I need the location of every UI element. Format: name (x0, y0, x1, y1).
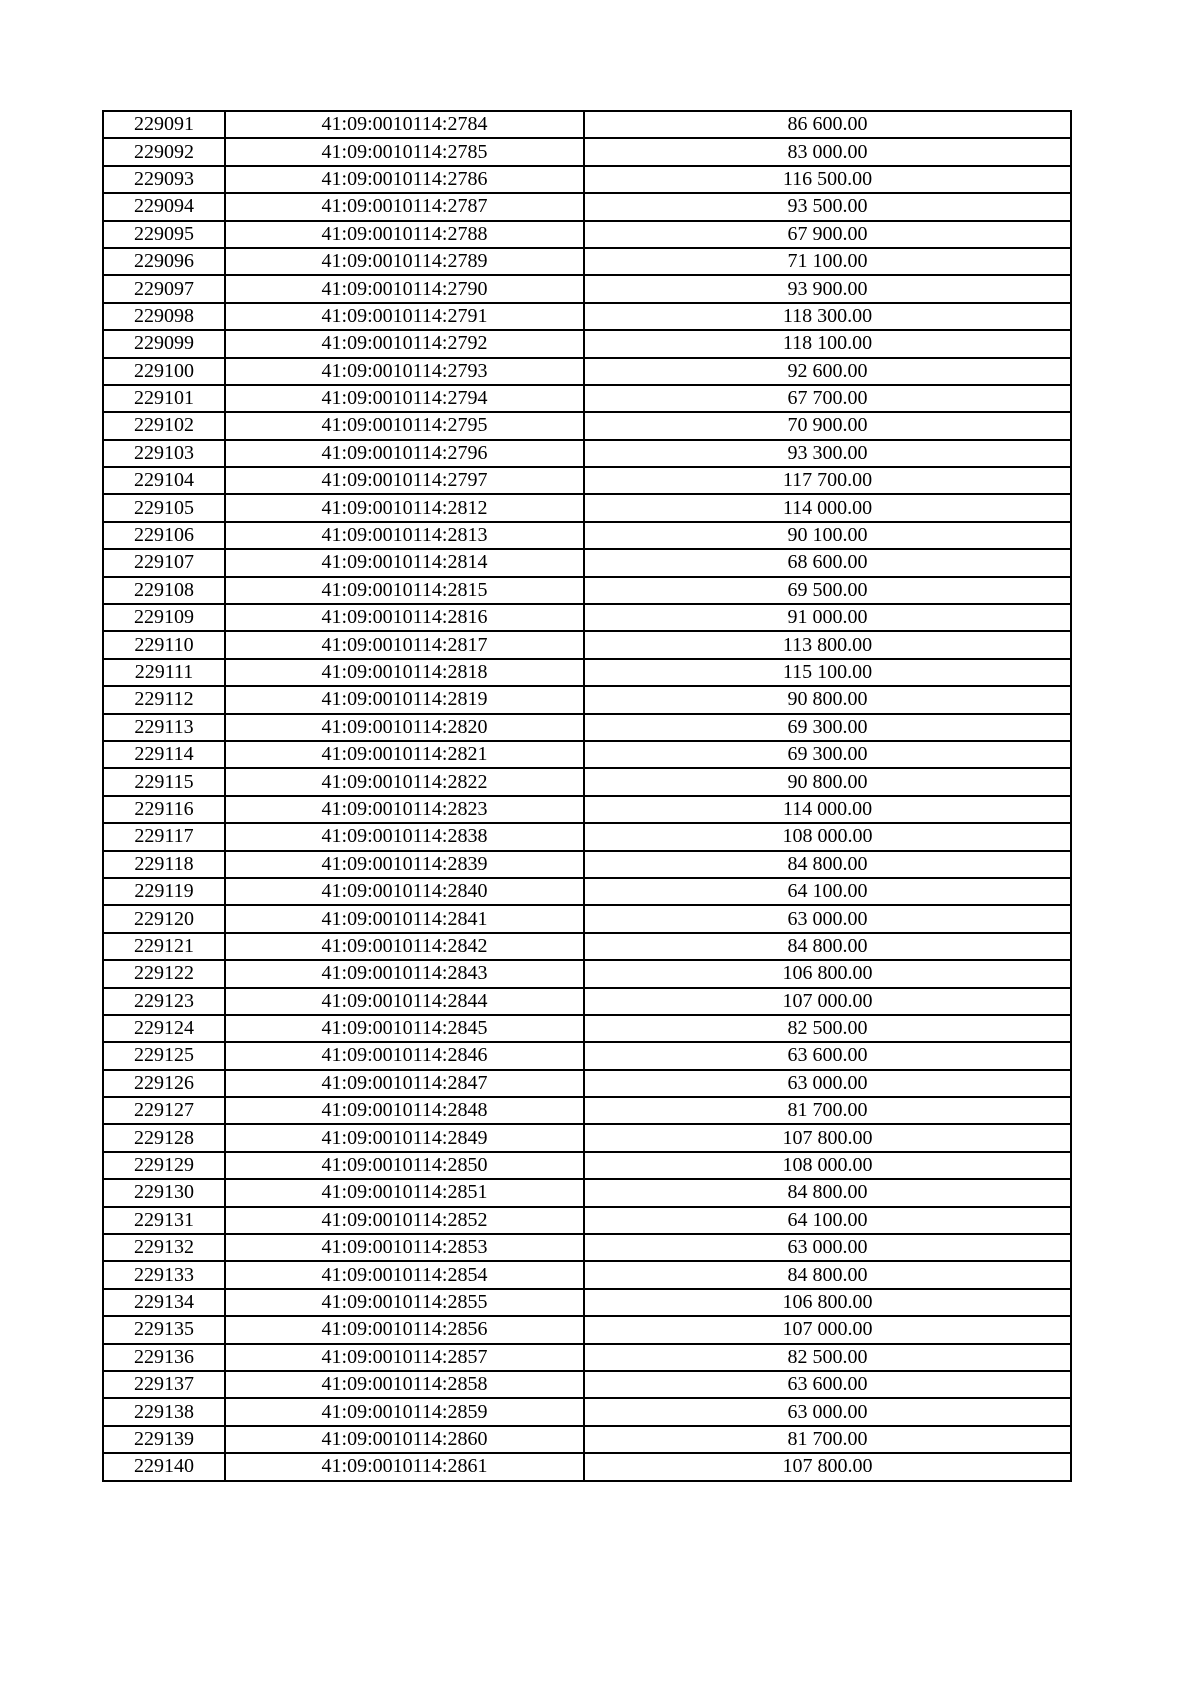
row-number-cell: 229117 (103, 823, 225, 850)
cadastral-number-cell: 41:09:0010114:2823 (225, 796, 584, 823)
cadastral-number-cell: 41:09:0010114:2790 (225, 275, 584, 302)
value-cell: 63 000.00 (584, 1398, 1071, 1425)
cadastral-number-cell: 41:09:0010114:2812 (225, 494, 584, 521)
table-row (103, 193, 1071, 220)
table-row (103, 358, 1071, 385)
row-number-cell: 229100 (103, 358, 225, 385)
table-row (103, 659, 1071, 686)
value-cell: 113 800.00 (584, 631, 1071, 658)
value-cell: 91 000.00 (584, 604, 1071, 631)
value-cell: 92 600.00 (584, 358, 1071, 385)
cadastral-number-cell: 41:09:0010114:2852 (225, 1207, 584, 1234)
row-number-cell: 229114 (103, 741, 225, 768)
cadastral-number-cell: 41:09:0010114:2817 (225, 631, 584, 658)
cadastral-number-cell: 41:09:0010114:2846 (225, 1042, 584, 1069)
table-row (103, 385, 1071, 412)
row-number-cell: 229133 (103, 1261, 225, 1288)
row-number-cell: 229118 (103, 851, 225, 878)
table-row (103, 248, 1071, 275)
row-number-cell: 229106 (103, 522, 225, 549)
table-row (103, 1042, 1071, 1069)
table-row (103, 1426, 1071, 1453)
value-cell: 93 300.00 (584, 440, 1071, 467)
table-row (103, 1289, 1071, 1316)
cadastral-number-cell: 41:09:0010114:2815 (225, 577, 584, 604)
cadastral-number-cell: 41:09:0010114:2843 (225, 960, 584, 987)
row-number-cell: 229107 (103, 549, 225, 576)
table-row (103, 440, 1071, 467)
cadastral-number-cell: 41:09:0010114:2789 (225, 248, 584, 275)
row-number-cell: 229095 (103, 221, 225, 248)
cadastral-number-cell: 41:09:0010114:2784 (225, 111, 584, 138)
cadastral-number-cell: 41:09:0010114:2850 (225, 1152, 584, 1179)
cadastral-number-cell: 41:09:0010114:2794 (225, 385, 584, 412)
row-number-cell: 229104 (103, 467, 225, 494)
value-cell: 84 800.00 (584, 1261, 1071, 1288)
cadastral-number-cell: 41:09:0010114:2854 (225, 1261, 584, 1288)
cadastral-number-cell: 41:09:0010114:2840 (225, 878, 584, 905)
row-number-cell: 229102 (103, 412, 225, 439)
value-cell: 108 000.00 (584, 823, 1071, 850)
row-number-cell: 229110 (103, 631, 225, 658)
value-cell: 69 300.00 (584, 714, 1071, 741)
table-row (103, 138, 1071, 165)
row-number-cell: 229099 (103, 330, 225, 357)
value-cell: 71 100.00 (584, 248, 1071, 275)
table-row (103, 741, 1071, 768)
value-cell: 84 800.00 (584, 1179, 1071, 1206)
cadastral-number-cell: 41:09:0010114:2785 (225, 138, 584, 165)
value-cell: 106 800.00 (584, 960, 1071, 987)
row-number-cell: 229136 (103, 1344, 225, 1371)
row-number-cell: 229113 (103, 714, 225, 741)
cadastral-number-cell: 41:09:0010114:2847 (225, 1070, 584, 1097)
row-number-cell: 229098 (103, 303, 225, 330)
value-cell: 118 100.00 (584, 330, 1071, 357)
table-row (103, 303, 1071, 330)
row-number-cell: 229135 (103, 1316, 225, 1343)
table-row (103, 522, 1071, 549)
table-row (103, 1234, 1071, 1261)
cadastral-number-cell: 41:09:0010114:2816 (225, 604, 584, 631)
value-cell: 84 800.00 (584, 851, 1071, 878)
table-row (103, 905, 1071, 932)
row-number-cell: 229122 (103, 960, 225, 987)
row-number-cell: 229128 (103, 1124, 225, 1151)
table-row (103, 1097, 1071, 1124)
cadastral-number-cell: 41:09:0010114:2839 (225, 851, 584, 878)
cadastral-number-cell: 41:09:0010114:2820 (225, 714, 584, 741)
row-number-cell: 229105 (103, 494, 225, 521)
table-row (103, 1179, 1071, 1206)
row-number-cell: 229121 (103, 933, 225, 960)
row-number-cell: 229127 (103, 1097, 225, 1124)
table-row (103, 166, 1071, 193)
row-number-cell: 229108 (103, 577, 225, 604)
value-cell: 83 000.00 (584, 138, 1071, 165)
value-cell: 108 000.00 (584, 1152, 1071, 1179)
table-row (103, 933, 1071, 960)
row-number-cell: 229115 (103, 768, 225, 795)
row-number-cell: 229092 (103, 138, 225, 165)
value-cell: 117 700.00 (584, 467, 1071, 494)
cadastral-number-cell: 41:09:0010114:2796 (225, 440, 584, 467)
row-number-cell: 229138 (103, 1398, 225, 1425)
cadastral-number-cell: 41:09:0010114:2856 (225, 1316, 584, 1343)
cadastral-number-cell: 41:09:0010114:2786 (225, 166, 584, 193)
value-cell: 90 100.00 (584, 522, 1071, 549)
value-cell: 67 900.00 (584, 221, 1071, 248)
row-number-cell: 229134 (103, 1289, 225, 1316)
table-row (103, 1316, 1071, 1343)
value-cell: 63 000.00 (584, 905, 1071, 932)
cadastral-number-cell: 41:09:0010114:2859 (225, 1398, 584, 1425)
row-number-cell: 229126 (103, 1070, 225, 1097)
cadastral-number-cell: 41:09:0010114:2844 (225, 988, 584, 1015)
value-cell: 69 500.00 (584, 577, 1071, 604)
table-row (103, 221, 1071, 248)
row-number-cell: 229119 (103, 878, 225, 905)
table-row (103, 768, 1071, 795)
table-row (103, 494, 1071, 521)
value-cell: 81 700.00 (584, 1097, 1071, 1124)
row-number-cell: 229101 (103, 385, 225, 412)
cadastral-number-cell: 41:09:0010114:2861 (225, 1453, 584, 1480)
cadastral-number-cell: 41:09:0010114:2791 (225, 303, 584, 330)
cadastral-number-cell: 41:09:0010114:2818 (225, 659, 584, 686)
table-row (103, 549, 1071, 576)
value-cell: 81 700.00 (584, 1426, 1071, 1453)
row-number-cell: 229096 (103, 248, 225, 275)
value-cell: 90 800.00 (584, 768, 1071, 795)
table-row (103, 1070, 1071, 1097)
table-body (103, 111, 1071, 1481)
table-row (103, 275, 1071, 302)
cadastral-number-cell: 41:09:0010114:2821 (225, 741, 584, 768)
value-cell: 64 100.00 (584, 878, 1071, 905)
row-number-cell: 229097 (103, 275, 225, 302)
cadastral-number-cell: 41:09:0010114:2838 (225, 823, 584, 850)
value-cell: 107 000.00 (584, 988, 1071, 1015)
value-cell: 118 300.00 (584, 303, 1071, 330)
row-number-cell: 229112 (103, 686, 225, 713)
value-cell: 68 600.00 (584, 549, 1071, 576)
cadastral-number-cell: 41:09:0010114:2848 (225, 1097, 584, 1124)
table-row (103, 1344, 1071, 1371)
table-row (103, 823, 1071, 850)
row-number-cell: 229125 (103, 1042, 225, 1069)
row-number-cell: 229130 (103, 1179, 225, 1206)
row-number-cell: 229111 (103, 659, 225, 686)
value-cell: 86 600.00 (584, 111, 1071, 138)
value-cell: 107 000.00 (584, 1316, 1071, 1343)
cadastral-number-cell: 41:09:0010114:2788 (225, 221, 584, 248)
table-row (103, 1124, 1071, 1151)
cadastral-number-cell: 41:09:0010114:2787 (225, 193, 584, 220)
table-row (103, 1453, 1071, 1480)
row-number-cell: 229103 (103, 440, 225, 467)
value-cell: 63 000.00 (584, 1234, 1071, 1261)
value-cell: 84 800.00 (584, 933, 1071, 960)
table-row (103, 111, 1071, 138)
row-number-cell: 229109 (103, 604, 225, 631)
cadastral-number-cell: 41:09:0010114:2851 (225, 1179, 584, 1206)
row-number-cell: 229131 (103, 1207, 225, 1234)
row-number-cell: 229139 (103, 1426, 225, 1453)
value-cell: 107 800.00 (584, 1453, 1071, 1480)
cadastral-number-cell: 41:09:0010114:2860 (225, 1426, 584, 1453)
cadastral-number-cell: 41:09:0010114:2797 (225, 467, 584, 494)
value-cell: 114 000.00 (584, 796, 1071, 823)
cadastral-number-cell: 41:09:0010114:2857 (225, 1344, 584, 1371)
row-number-cell: 229123 (103, 988, 225, 1015)
value-cell: 82 500.00 (584, 1344, 1071, 1371)
cadastral-number-cell: 41:09:0010114:2819 (225, 686, 584, 713)
row-number-cell: 229129 (103, 1152, 225, 1179)
value-cell: 115 100.00 (584, 659, 1071, 686)
table-row (103, 1015, 1071, 1042)
value-cell: 93 500.00 (584, 193, 1071, 220)
value-cell: 63 600.00 (584, 1042, 1071, 1069)
table-row (103, 1261, 1071, 1288)
row-number-cell: 229140 (103, 1453, 225, 1480)
cadastral-number-cell: 41:09:0010114:2849 (225, 1124, 584, 1151)
table-row (103, 577, 1071, 604)
table-row (103, 878, 1071, 905)
value-cell: 67 700.00 (584, 385, 1071, 412)
table-row (103, 1398, 1071, 1425)
table-row (103, 330, 1071, 357)
value-cell: 63 600.00 (584, 1371, 1071, 1398)
value-cell: 107 800.00 (584, 1124, 1071, 1151)
cadastral-number-cell: 41:09:0010114:2855 (225, 1289, 584, 1316)
table-row (103, 467, 1071, 494)
value-cell: 69 300.00 (584, 741, 1071, 768)
table-row (103, 988, 1071, 1015)
value-cell: 114 000.00 (584, 494, 1071, 521)
cadastral-number-cell: 41:09:0010114:2842 (225, 933, 584, 960)
table-row (103, 1371, 1071, 1398)
row-number-cell: 229132 (103, 1234, 225, 1261)
row-number-cell: 229091 (103, 111, 225, 138)
value-cell: 93 900.00 (584, 275, 1071, 302)
value-cell: 90 800.00 (584, 686, 1071, 713)
value-cell: 64 100.00 (584, 1207, 1071, 1234)
cadastral-number-cell: 41:09:0010114:2822 (225, 768, 584, 795)
cadastral-number-cell: 41:09:0010114:2853 (225, 1234, 584, 1261)
table-row (103, 1207, 1071, 1234)
row-number-cell: 229093 (103, 166, 225, 193)
cadastral-number-cell: 41:09:0010114:2814 (225, 549, 584, 576)
table-row (103, 1152, 1071, 1179)
value-cell: 82 500.00 (584, 1015, 1071, 1042)
table-row (103, 412, 1071, 439)
cadastral-number-cell: 41:09:0010114:2841 (225, 905, 584, 932)
table-row (103, 796, 1071, 823)
value-cell: 63 000.00 (584, 1070, 1071, 1097)
table-row (103, 960, 1071, 987)
row-number-cell: 229120 (103, 905, 225, 932)
cadastral-number-cell: 41:09:0010114:2845 (225, 1015, 584, 1042)
cadastral-number-cell: 41:09:0010114:2793 (225, 358, 584, 385)
cadastral-number-cell: 41:09:0010114:2795 (225, 412, 584, 439)
table-row (103, 631, 1071, 658)
table-row (103, 604, 1071, 631)
row-number-cell: 229094 (103, 193, 225, 220)
row-number-cell: 229137 (103, 1371, 225, 1398)
value-cell: 70 900.00 (584, 412, 1071, 439)
table-row (103, 851, 1071, 878)
cadastral-number-cell: 41:09:0010114:2792 (225, 330, 584, 357)
table-row (103, 714, 1071, 741)
cadastral-number-cell: 41:09:0010114:2813 (225, 522, 584, 549)
value-cell: 106 800.00 (584, 1289, 1071, 1316)
table-row (103, 686, 1071, 713)
cadastral-value-table (102, 110, 1072, 1482)
value-cell: 116 500.00 (584, 166, 1071, 193)
row-number-cell: 229116 (103, 796, 225, 823)
cadastral-number-cell: 41:09:0010114:2858 (225, 1371, 584, 1398)
row-number-cell: 229124 (103, 1015, 225, 1042)
